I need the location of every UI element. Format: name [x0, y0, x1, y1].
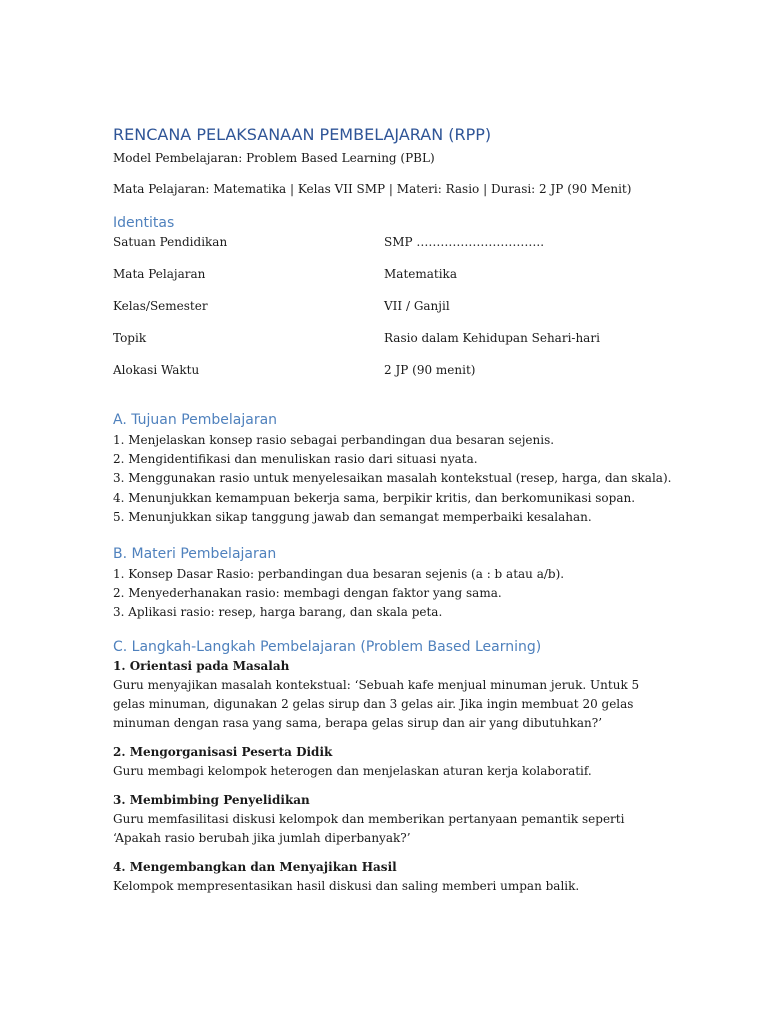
list-item: 4. Menunjukkan kemampuan bekerja sama, berpikir kritis, dan berkomunikasi sopan. — [113, 490, 636, 505]
step-body: Guru memfasilitasi diskusi kelompok dan memberikan pertanyaan pemantik seperti ‘Apakah rasio berubah jika jumlah diperbanyak?’ — [113, 811, 625, 845]
identitas-key: Kelas/Semester — [113, 299, 208, 313]
tujuan-list — [113, 431, 673, 527]
identitas-key: Satuan Pendidikan — [113, 235, 228, 249]
step-title: 4. Mengembangkan dan Menyajikan Hasil — [113, 859, 397, 874]
step-body: Guru membagi kelompok heterogen dan menjelaskan aturan kerja kolaboratif. — [113, 763, 592, 778]
step-title: 2. Mengorganisasi Peserta Didik — [113, 744, 333, 759]
document-title: RENCANA PELAKSANAAN PEMBELAJARAN (RPP) — [113, 125, 492, 144]
langkah-section — [113, 637, 673, 896]
list-item: 1. Konsep Dasar Rasio: perbandingan dua besaran sejenis (a : b atau a/b). — [113, 567, 565, 582]
identitas-value: Matematika — [384, 267, 457, 281]
identitas-key: Topik — [113, 331, 147, 345]
identitas-value: VII / Ganjil — [384, 299, 450, 313]
langkah-step — [113, 743, 673, 781]
subject-info-line: Mata Pelajaran: Matematika | Kelas VII SMP | Materi: Rasio | Durasi: 2 JP (90 Menit) — [113, 182, 632, 196]
tujuan-heading: A. Tujuan Pembelajaran — [113, 412, 278, 428]
list-item: 5. Menunjukkan sikap tanggung jawab dan semangat memperbaiki kesalahan. — [113, 509, 592, 524]
langkah-step — [113, 791, 673, 848]
list-item: 2. Menyederhanakan rasio: membagi dengan faktor yang sama. — [113, 586, 502, 601]
materi-section — [113, 544, 673, 623]
langkah-step — [113, 657, 673, 733]
step-body: Kelompok mempresentasikan hasil diskusi dan saling memberi umpan balik. — [113, 878, 580, 893]
identitas-value: 2 JP (90 menit) — [384, 363, 476, 377]
list-item: 3. Aplikasi rasio: resep, harga barang, dan skala peta. — [113, 605, 443, 620]
identitas-row — [113, 330, 673, 362]
langkah-step — [113, 858, 673, 896]
identitas-row — [113, 298, 673, 330]
step-title: 3. Membimbing Penyelidikan — [113, 792, 310, 807]
identitas-table — [113, 234, 673, 394]
materi-list — [113, 565, 673, 623]
list-item: 1. Menjelaskan konsep rasio sebagai perbandingan dua besaran sejenis. — [113, 433, 555, 447]
identitas-value: SMP ………………………….. — [384, 235, 545, 249]
document-content — [113, 124, 673, 896]
materi-heading: B. Materi Pembelajaran — [113, 546, 277, 563]
list-item: 2. Mengidentifikasi dan menuliskan rasio dari situasi nyata. — [113, 452, 478, 467]
langkah-heading: C. Langkah-Langkah Pembelajaran (Problem Based Learning) — [113, 638, 542, 655]
identitas-row — [113, 234, 673, 266]
identitas-row — [113, 362, 673, 394]
identitas-row — [113, 266, 673, 298]
tujuan-section — [113, 410, 673, 527]
identitas-heading: Identitas — [113, 215, 175, 231]
list-item: 3. Menggunakan rasio untuk menyelesaikan masalah kontekstual (resep, harga, dan skala). — [113, 471, 672, 486]
learning-model-line: Model Pembelajaran: Problem Based Learning (PBL) — [113, 151, 435, 165]
identitas-key: Mata Pelajaran — [113, 267, 206, 281]
step-body: Guru menyajikan masalah kontekstual: ‘Sebuah kafe menjual minuman jeruk. Untuk 5 gelas minuman, digunakan 2 gelas sirup dan 3 gelas air. Jika ingin membuat 20 gelas minuman dengan rasa yang sama, berapa gelas sirup dan air yang dibutuhkan?’ — [113, 677, 640, 730]
step-title: 1. Orientasi pada Masalah — [113, 658, 290, 673]
identitas-value: Rasio dalam Kehidupan Sehari-hari — [384, 331, 600, 345]
identitas-key: Alokasi Waktu — [113, 363, 200, 377]
